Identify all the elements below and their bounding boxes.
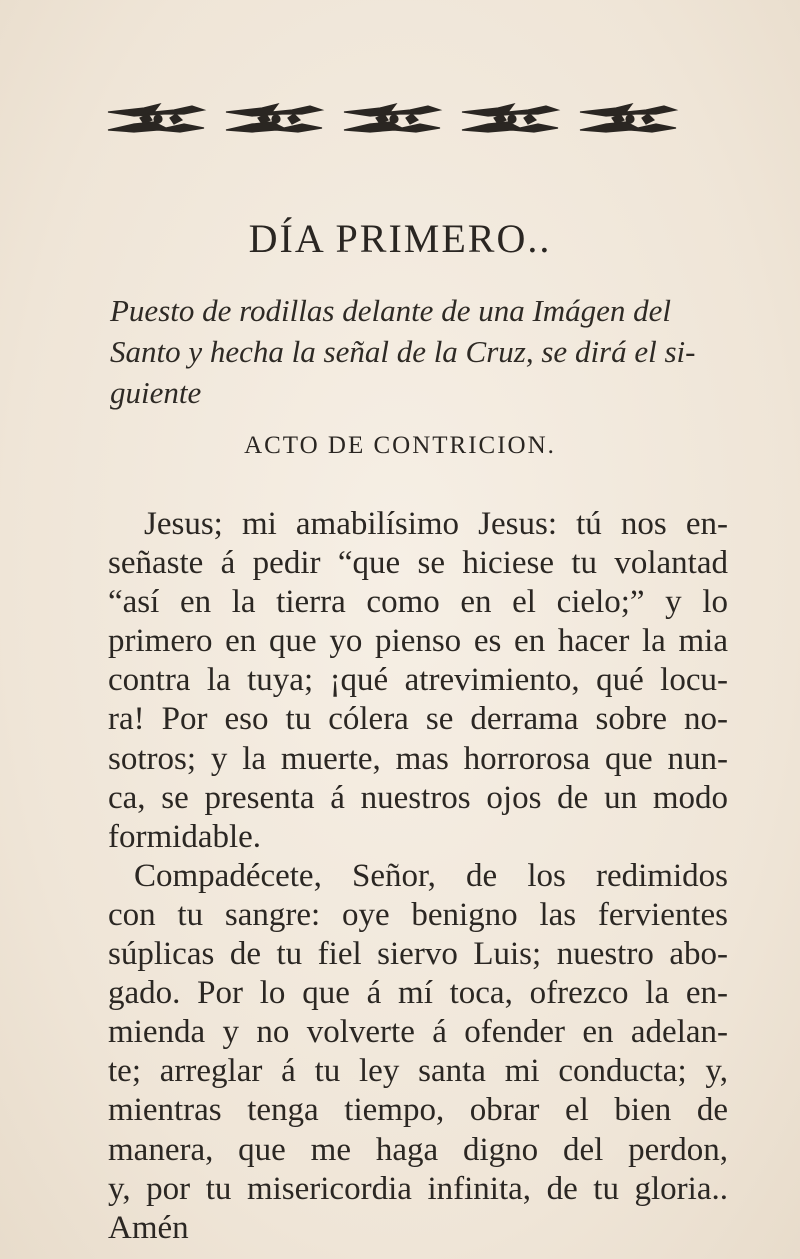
text-line: señaste á pedir “que se hiciese tu volantad: [108, 545, 728, 582]
text-line: mientras tenga tiempo, obrar el bien de: [108, 1092, 728, 1129]
text-line: gado. Por lo que á mí toca, ofrezco la en-: [108, 975, 728, 1012]
text-line: primero en que yo pienso es en hacer la mia: [108, 623, 728, 660]
text-line: ra! Por eso tu cólera se derrama sobre no-: [108, 701, 728, 738]
paragraph-2: [108, 857, 728, 1248]
text-line: “así en la tierra como en el cielo;” y lo: [108, 584, 728, 621]
text-line: manera, que me haga digno del perdon,: [108, 1131, 728, 1168]
floral-border-ornament-icon: [104, 100, 704, 138]
rubric-line: Puesto de rodillas delante de una Imágen del: [110, 293, 672, 328]
text-line: contra la tuya; ¡qué atrevimiento, qué locu-: [108, 662, 728, 699]
text-line: te; arreglar á tu ley santa mi conducta; y,: [108, 1053, 728, 1090]
text-line: Compadécete, Señor, de los redimidos: [134, 857, 728, 894]
text-line: ca, se presenta á nuestros ojos de un modo: [108, 779, 728, 816]
text-line: Jesus; mi amabilísimo Jesus: tú nos en-: [144, 506, 728, 542]
text-line: súplicas de tu fiel siervo Luis; nuestro abo-: [108, 936, 728, 973]
rubric-line: Santo y hecha la señal de la Cruz, se dirá el si-: [110, 334, 696, 369]
text-line: Amén: [108, 1209, 189, 1246]
text-line: formidable.: [108, 818, 262, 855]
paragraph-1: [108, 505, 728, 857]
text-line: con tu sangre: oye benigno las fervientes: [108, 896, 728, 933]
page-title: DÍA PRIMERO..: [248, 216, 552, 261]
prayer-text: [108, 505, 728, 1248]
rubric-line: guiente: [110, 375, 202, 410]
text-line: sotros; y la muerte, mas horrorosa que nun-: [108, 740, 728, 777]
text-line: mienda y no volverte á ofender en adelan-: [108, 1014, 728, 1051]
rubric-instruction: [110, 290, 720, 413]
section-subtitle: ACTO DE CONTRICION.: [244, 432, 556, 459]
text-line: y, por tu misericordia infinita, de tu gloria..: [108, 1170, 728, 1207]
